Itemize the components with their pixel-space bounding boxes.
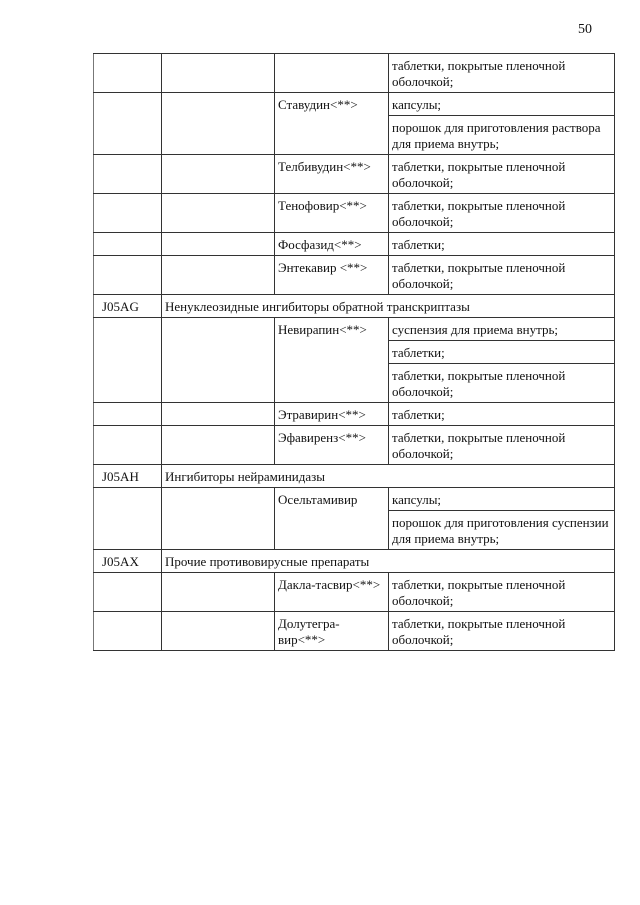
dosage-form-cell: капсулы; — [389, 488, 615, 511]
table-row — [94, 403, 615, 426]
dosage-form-cell: таблетки, покрытые пленочной оболочкой; — [389, 612, 615, 651]
drug-name-cell: Тенофовир<**> — [275, 194, 389, 233]
drug-name-cell: Этравирин<**> — [275, 403, 389, 426]
dosage-form-cell: таблетки, покрытые пленочной оболочкой; — [389, 194, 615, 233]
table-row — [94, 155, 615, 194]
drug-name-cell: Осельтамивир — [275, 488, 389, 550]
group-cell — [162, 233, 275, 256]
dosage-form-cell: порошок для приготовления раствора для приема внутрь; — [389, 116, 615, 155]
section-row — [94, 295, 615, 318]
table-row — [94, 93, 615, 116]
code-cell — [94, 155, 162, 194]
group-cell — [162, 54, 275, 93]
code-cell — [94, 194, 162, 233]
drug-name-cell: Невирапин<**> — [275, 318, 389, 403]
group-cell — [162, 93, 275, 155]
drug-name-cell: Телбивудин<**> — [275, 155, 389, 194]
page-number: 50 — [578, 22, 592, 37]
dosage-form-cell: таблетки, покрытые пленочной оболочкой; — [389, 155, 615, 194]
group-cell — [162, 403, 275, 426]
group-cell — [162, 318, 275, 403]
code-cell — [94, 256, 162, 295]
group-cell — [162, 612, 275, 651]
code-cell — [94, 426, 162, 465]
drug-name-cell: Дакла-тасвир<**> — [275, 573, 389, 612]
code-cell — [94, 403, 162, 426]
group-cell — [162, 488, 275, 550]
code-cell — [94, 233, 162, 256]
drug-table — [93, 53, 615, 651]
code-cell — [94, 488, 162, 550]
table-row — [94, 256, 615, 295]
atc-code: J05AG — [94, 295, 162, 318]
dosage-form-cell: таблетки, покрытые пленочной оболочкой; — [389, 256, 615, 295]
code-cell — [94, 93, 162, 155]
group-cell — [162, 155, 275, 194]
table-row — [94, 318, 615, 341]
section-row — [94, 550, 615, 573]
table-row — [94, 233, 615, 256]
section-title: Ненуклеозидные ингибиторы обратной транскриптазы — [162, 295, 615, 318]
table-row — [94, 612, 615, 651]
group-cell — [162, 194, 275, 233]
dosage-form-cell: суспензия для приема внутрь; — [389, 318, 615, 341]
table-row — [94, 573, 615, 612]
section-title: Ингибиторы нейраминидазы — [162, 465, 615, 488]
table-row — [94, 194, 615, 233]
dosage-form-cell: таблетки; — [389, 233, 615, 256]
dosage-form-cell: капсулы; — [389, 93, 615, 116]
section-title: Прочие противовирусные препараты — [162, 550, 615, 573]
dosage-form-cell: таблетки, покрытые пленочной оболочкой; — [389, 54, 615, 93]
dosage-form-cell: таблетки; — [389, 341, 615, 364]
code-cell — [94, 54, 162, 93]
dosage-form-cell: таблетки; — [389, 403, 615, 426]
dosage-form-cell: порошок для приготовления суспензии для приема внутрь; — [389, 511, 615, 550]
drug-name-cell: Ставудин<**> — [275, 93, 389, 155]
drug-name-cell: Долутегра-вир<**> — [275, 612, 389, 651]
code-cell — [94, 318, 162, 403]
dosage-form-cell: таблетки, покрытые пленочной оболочкой; — [389, 426, 615, 465]
group-cell — [162, 256, 275, 295]
code-cell — [94, 573, 162, 612]
table-row — [94, 54, 615, 93]
drug-name-cell: Фосфазид<**> — [275, 233, 389, 256]
atc-code: J05AX — [94, 550, 162, 573]
table-row — [94, 488, 615, 511]
group-cell — [162, 426, 275, 465]
code-cell — [94, 612, 162, 651]
atc-code: J05AH — [94, 465, 162, 488]
dosage-form-cell: таблетки, покрытые пленочной оболочкой; — [389, 573, 615, 612]
drug-name-cell: Энтекавир <**> — [275, 256, 389, 295]
table-row — [94, 426, 615, 465]
section-row — [94, 465, 615, 488]
group-cell — [162, 573, 275, 612]
drug-name-cell: Эфавиренз<**> — [275, 426, 389, 465]
dosage-form-cell: таблетки, покрытые пленочной оболочкой; — [389, 364, 615, 403]
drug-name-cell — [275, 54, 389, 93]
